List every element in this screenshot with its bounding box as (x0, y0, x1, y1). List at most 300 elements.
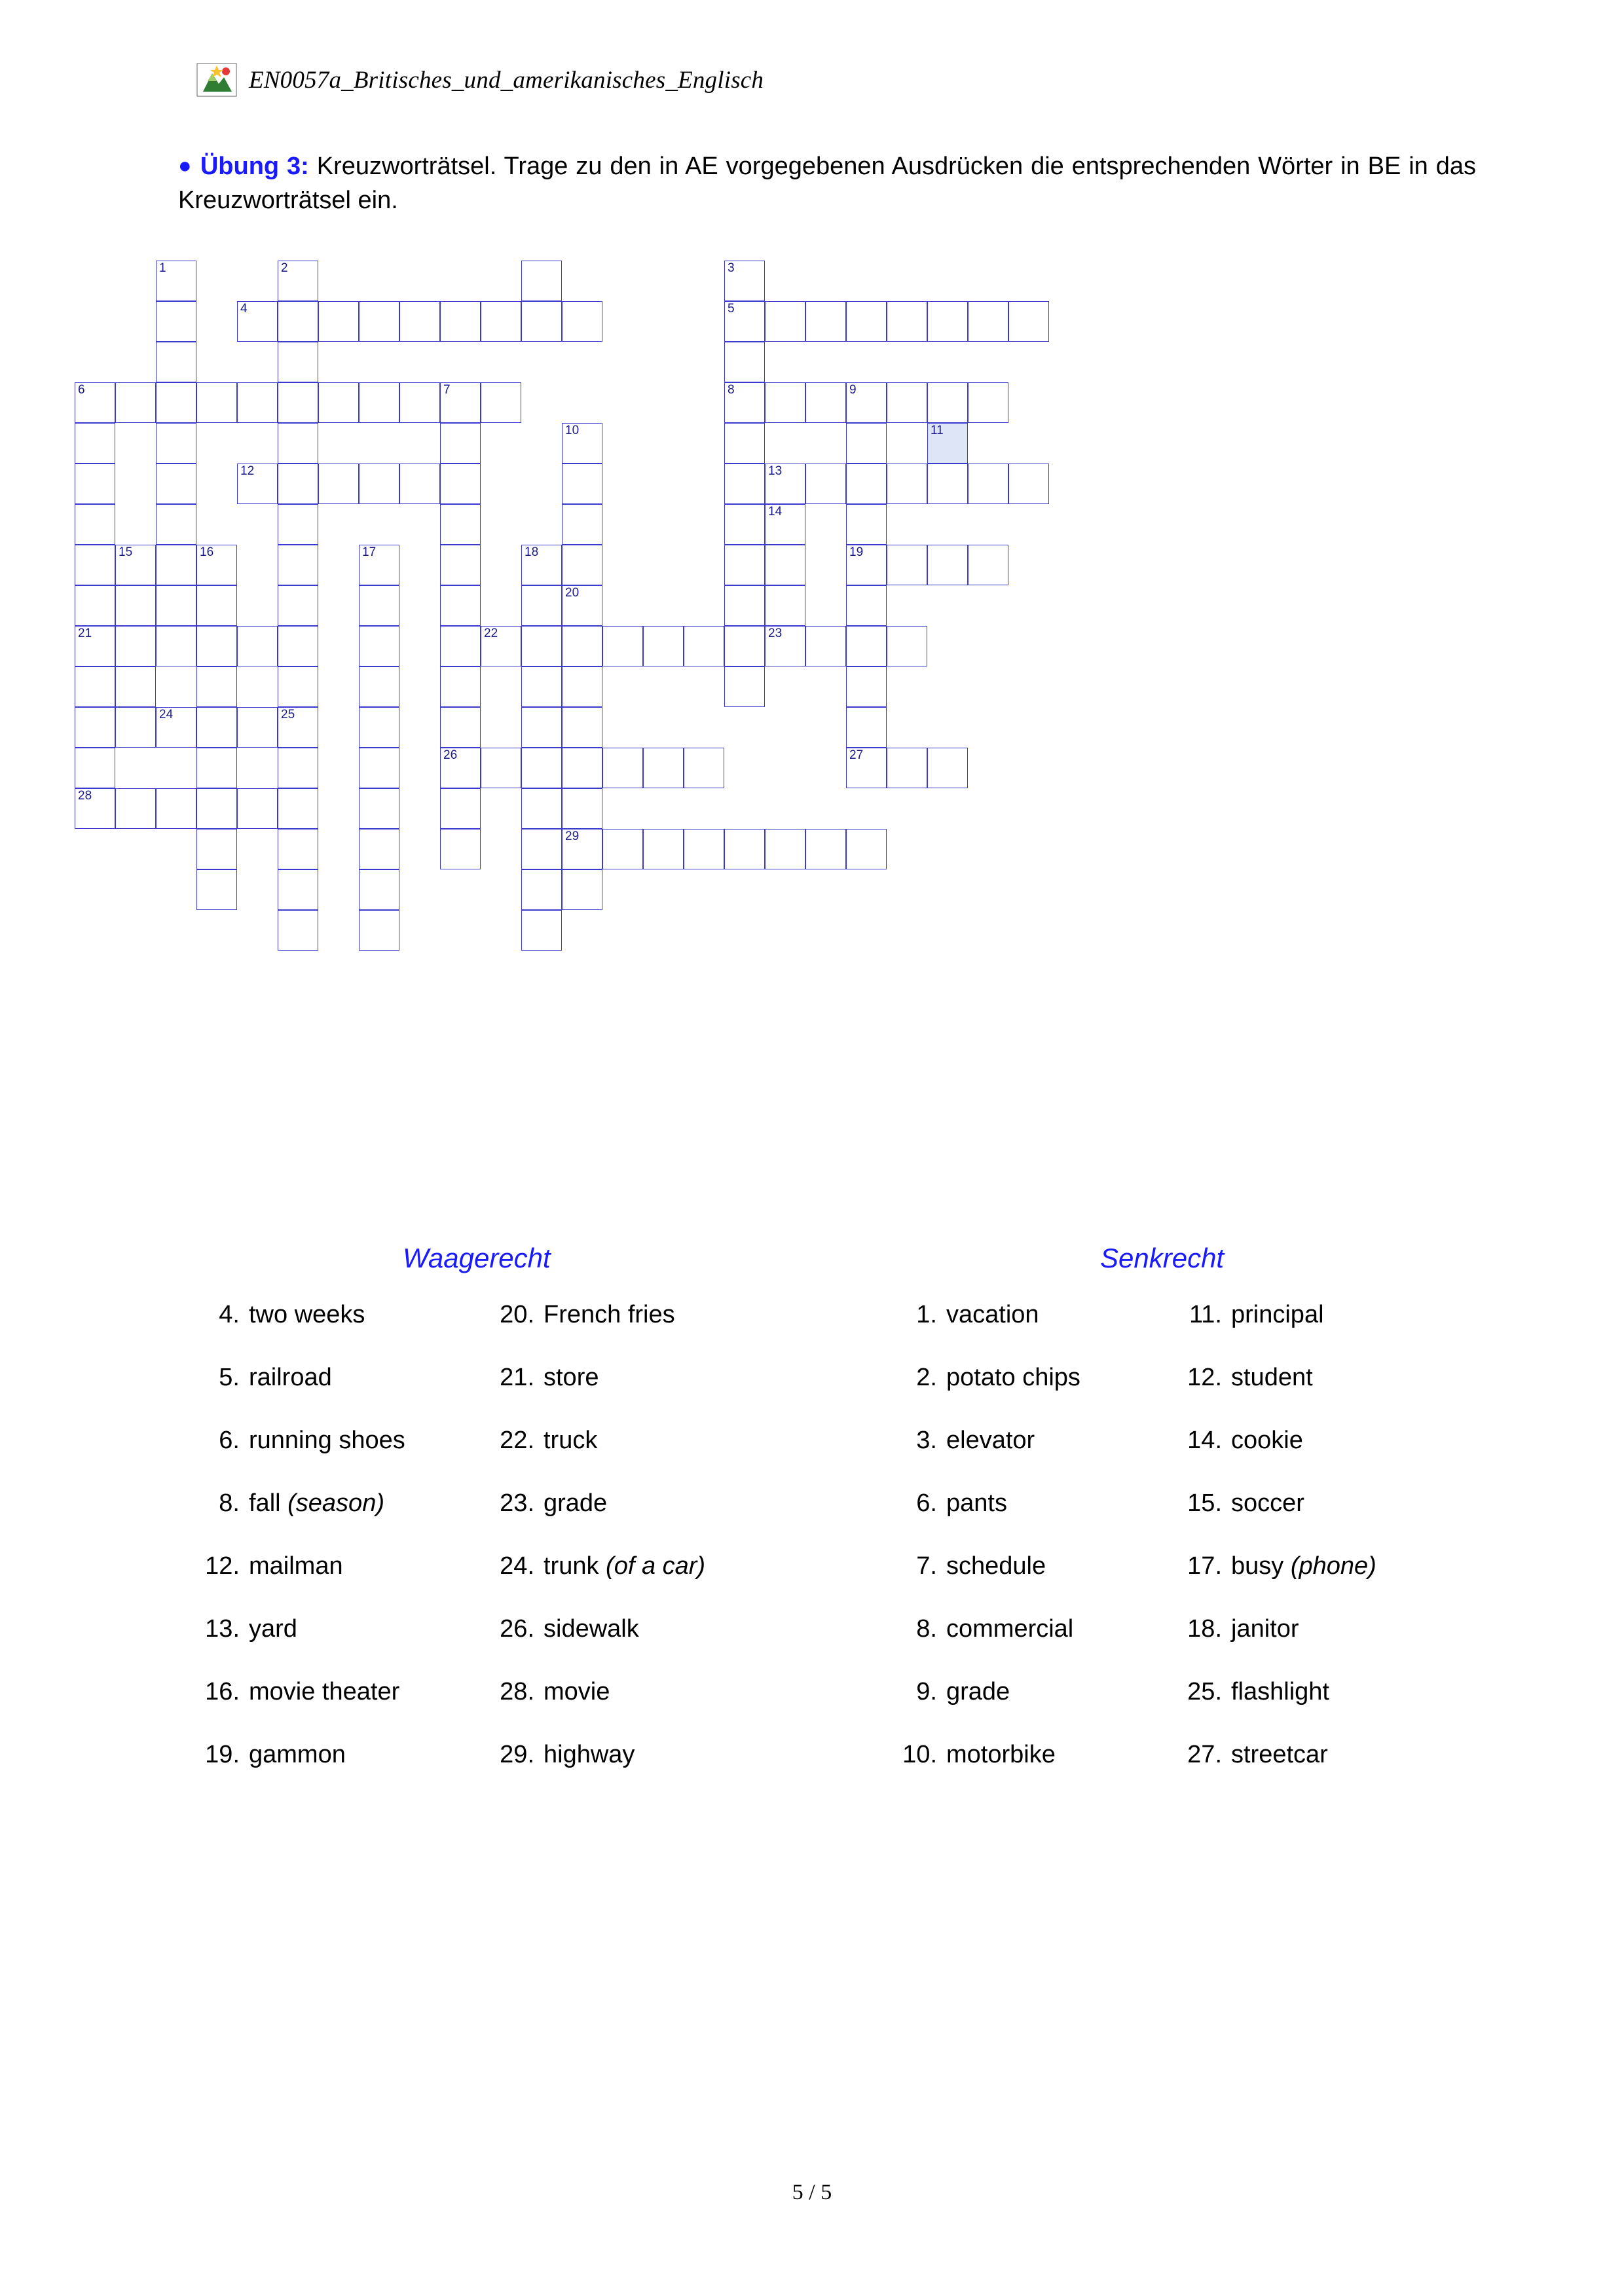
crossword-cell[interactable] (359, 788, 399, 829)
crossword-cell[interactable] (278, 342, 318, 382)
crossword-cell[interactable] (846, 504, 887, 545)
crossword-cell[interactable] (684, 748, 724, 788)
clue-number: 29. (500, 1741, 534, 1768)
crossword-cell-number: 18 (525, 545, 539, 559)
crossword-cell[interactable] (237, 301, 278, 342)
clue-number: 24. (500, 1552, 534, 1580)
crossword-cell[interactable] (927, 423, 968, 464)
crossword-cell[interactable] (643, 829, 684, 869)
crossword-cell[interactable] (278, 626, 318, 666)
crossword-cell[interactable] (602, 829, 643, 869)
crossword-cell[interactable] (765, 585, 805, 626)
crossword-cell[interactable] (440, 748, 481, 788)
crossword-cell[interactable] (521, 788, 562, 829)
crossword-cell[interactable] (562, 626, 602, 666)
clue-item (485, 1472, 705, 1535)
crossword-cell[interactable] (156, 342, 196, 382)
crossword-cell[interactable] (521, 829, 562, 869)
crossword-cell[interactable] (805, 626, 846, 666)
crossword-cell-number: 19 (849, 545, 864, 559)
clue-number: 12. (205, 1552, 240, 1580)
crossword-cell[interactable] (196, 707, 237, 748)
crossword-cell[interactable] (765, 545, 805, 585)
crossword-cell[interactable] (562, 666, 602, 707)
crossword-cell[interactable] (562, 504, 602, 545)
crossword-cell-number: 26 (443, 748, 458, 762)
clue-item (485, 1409, 705, 1472)
crossword-cell[interactable] (846, 545, 887, 585)
crossword-cell[interactable] (846, 829, 887, 869)
clue-text: potato chips (946, 1364, 1080, 1391)
clue-item (190, 1472, 405, 1535)
crossword-cell[interactable] (359, 829, 399, 869)
clue-number: 17. (1187, 1552, 1222, 1580)
crossword-cell[interactable] (237, 626, 278, 666)
crossword-cell[interactable] (440, 788, 481, 829)
crossword-cell[interactable] (805, 301, 846, 342)
crossword-cell[interactable] (724, 301, 765, 342)
crossword-cell[interactable] (115, 707, 156, 748)
clues-down-column-1 (887, 1283, 1080, 1786)
clue-text: sidewalk (544, 1615, 639, 1643)
crossword-cell[interactable] (278, 382, 318, 423)
crossword-cell[interactable] (724, 666, 765, 707)
crossword-cell-number: 13 (768, 464, 783, 478)
crossword-cell[interactable] (724, 829, 765, 869)
clue-item (485, 1723, 705, 1786)
crossword-cell[interactable] (846, 382, 887, 423)
clue-number: 4. (219, 1301, 240, 1328)
crossword-cell[interactable] (278, 423, 318, 464)
crossword-cell[interactable] (521, 910, 562, 951)
clue-item (1172, 1723, 1376, 1786)
crossword-cell[interactable] (399, 464, 440, 504)
crossword-cell[interactable] (156, 545, 196, 585)
crossword-cell[interactable] (724, 504, 765, 545)
crossword-cell[interactable] (278, 261, 318, 301)
crossword-cell[interactable] (805, 382, 846, 423)
crossword-cell[interactable] (115, 382, 156, 423)
crossword-cell[interactable] (562, 423, 602, 464)
crossword-cell[interactable] (196, 545, 237, 585)
clue-number: 5. (219, 1364, 240, 1391)
crossword-cell[interactable] (278, 748, 318, 788)
crossword-cell[interactable] (359, 626, 399, 666)
clue-item (1172, 1660, 1376, 1723)
crossword-cell[interactable] (440, 464, 481, 504)
clue-item (1172, 1409, 1376, 1472)
crossword-cell[interactable] (237, 464, 278, 504)
clue-number: 15. (1187, 1489, 1222, 1517)
crossword-cell-number: 1 (159, 261, 166, 275)
crossword-cell[interactable] (846, 666, 887, 707)
crossword-cell[interactable] (115, 666, 156, 707)
crossword-cell[interactable] (846, 423, 887, 464)
crossword-cell[interactable] (278, 869, 318, 910)
crossword-cell[interactable] (359, 301, 399, 342)
page-number: 5 / 5 (792, 2180, 832, 2204)
clue-text: busy (phone) (1231, 1552, 1376, 1580)
crossword-cell[interactable] (602, 748, 643, 788)
clue-text: vacation (946, 1301, 1039, 1328)
crossword-cell[interactable] (724, 545, 765, 585)
crossword-cell[interactable] (481, 626, 521, 666)
crossword-cell[interactable] (359, 707, 399, 748)
crossword-cell-number: 28 (78, 789, 92, 803)
crossword-cell[interactable] (887, 545, 927, 585)
crossword-cell[interactable] (115, 585, 156, 626)
crossword-cell[interactable] (562, 707, 602, 748)
clue-text: motorbike (946, 1741, 1056, 1768)
crossword-cell[interactable] (1008, 464, 1049, 504)
clue-text: truck (544, 1427, 598, 1454)
clue-text: janitor (1231, 1615, 1299, 1643)
crossword-cell[interactable] (602, 626, 643, 666)
crossword-cell-number: 12 (240, 464, 255, 478)
crossword-cell[interactable] (846, 626, 887, 666)
crossword-cell[interactable] (359, 869, 399, 910)
clue-text: grade (544, 1489, 608, 1517)
crossword-cell[interactable] (562, 464, 602, 504)
crossword-cell[interactable] (521, 626, 562, 666)
crossword-cell-number: 27 (849, 748, 864, 762)
crossword-cell[interactable] (562, 748, 602, 788)
crossword-cell[interactable] (359, 464, 399, 504)
crossword-cell[interactable] (846, 301, 887, 342)
crossword-cell[interactable] (562, 585, 602, 626)
crossword-cell-number: 21 (78, 627, 92, 640)
clue-item (190, 1723, 405, 1786)
crossword-cell[interactable] (75, 382, 115, 423)
crossword-cell[interactable] (156, 585, 196, 626)
crossword-cell-number: 15 (119, 545, 133, 559)
crossword-cell[interactable] (237, 707, 278, 748)
crossword-cell[interactable] (440, 666, 481, 707)
crossword-cell[interactable] (156, 788, 196, 829)
crossword-cell[interactable] (115, 788, 156, 829)
crossword-cell[interactable] (521, 666, 562, 707)
crossword-cell[interactable] (156, 423, 196, 464)
crossword-cell[interactable] (278, 504, 318, 545)
crossword-cell[interactable] (156, 504, 196, 545)
clue-item (887, 1535, 1080, 1597)
clue-number: 20. (500, 1301, 534, 1328)
crossword-cell[interactable] (440, 301, 481, 342)
crossword-cell[interactable] (562, 301, 602, 342)
crossword-cell[interactable] (562, 545, 602, 585)
crossword-cell[interactable] (440, 423, 481, 464)
crossword-cell[interactable] (927, 748, 968, 788)
crossword-cell[interactable] (75, 666, 115, 707)
crossword-cell[interactable] (968, 545, 1008, 585)
crossword-cell[interactable] (75, 464, 115, 504)
crossword-cell[interactable] (643, 748, 684, 788)
crossword-cell[interactable] (562, 788, 602, 829)
clue-text: highway (544, 1741, 635, 1768)
crossword-cell[interactable] (196, 748, 237, 788)
crossword-cell[interactable] (521, 869, 562, 910)
clue-number: 7. (916, 1552, 937, 1580)
crossword-cell[interactable] (846, 464, 887, 504)
crossword-cell[interactable] (684, 829, 724, 869)
crossword-cell[interactable] (440, 504, 481, 545)
crossword-cell-number: 14 (768, 505, 783, 519)
crossword-cell-number: 17 (362, 545, 377, 559)
crossword-cell[interactable] (887, 464, 927, 504)
crossword-cell[interactable] (440, 829, 481, 869)
crossword-cell[interactable] (481, 382, 521, 423)
clue-text: pants (946, 1489, 1007, 1517)
crossword-cell[interactable] (643, 626, 684, 666)
crossword-cell[interactable] (562, 829, 602, 869)
clue-text: elevator (946, 1427, 1035, 1454)
crossword-cell-number: 3 (728, 261, 735, 275)
crossword-cell[interactable] (440, 626, 481, 666)
crossword-cell[interactable] (359, 666, 399, 707)
crossword-cell[interactable] (278, 585, 318, 626)
crossword-cell[interactable] (156, 261, 196, 301)
crossword-cell[interactable] (237, 788, 278, 829)
clue-text: trunk (of a car) (544, 1552, 706, 1580)
crossword-cell[interactable] (440, 707, 481, 748)
clue-text: flashlight (1231, 1678, 1329, 1705)
crossword-cell[interactable] (562, 869, 602, 910)
crossword-cell[interactable] (278, 788, 318, 829)
crossword-cell[interactable] (440, 585, 481, 626)
crossword-cell[interactable] (196, 585, 237, 626)
clue-number: 8. (219, 1489, 240, 1517)
crossword-cell[interactable] (765, 464, 805, 504)
clue-number: 26. (500, 1615, 534, 1643)
crossword-cell[interactable] (846, 748, 887, 788)
crossword-cell[interactable] (237, 382, 278, 423)
crossword-cell[interactable] (927, 382, 968, 423)
clue-number: 27. (1187, 1741, 1222, 1768)
crossword-cell[interactable] (359, 382, 399, 423)
crossword-cell[interactable] (887, 626, 927, 666)
crossword-cell[interactable] (887, 748, 927, 788)
crossword-cell[interactable] (724, 626, 765, 666)
crossword-cell[interactable] (724, 464, 765, 504)
crossword-cell[interactable] (765, 504, 805, 545)
crossword-cell[interactable] (399, 382, 440, 423)
crossword-cell[interactable] (887, 301, 927, 342)
clues-down-heading: Senkrecht (1100, 1243, 1225, 1273)
crossword-cell[interactable] (359, 585, 399, 626)
crossword-cell[interactable] (927, 545, 968, 585)
clue-item (1172, 1597, 1376, 1660)
clue-number: 21. (500, 1364, 534, 1391)
crossword-cell[interactable] (765, 382, 805, 423)
clue-text: French fries (544, 1301, 675, 1328)
bullet-icon: ● (178, 153, 193, 178)
crossword-cell[interactable] (521, 585, 562, 626)
clue-item (887, 1723, 1080, 1786)
clue-number: 11. (1189, 1301, 1222, 1328)
crossword-cell[interactable] (156, 301, 196, 342)
clue-text: commercial (946, 1615, 1074, 1643)
clue-item (485, 1660, 705, 1723)
crossword-cell[interactable] (927, 301, 968, 342)
crossword-cell[interactable] (318, 464, 359, 504)
clue-text: movie theater (249, 1678, 400, 1705)
crossword-cell-number: 23 (768, 627, 783, 640)
crossword-cell[interactable] (278, 666, 318, 707)
crossword-cell[interactable] (724, 382, 765, 423)
crossword-cell[interactable] (115, 545, 156, 585)
clue-number: 14. (1187, 1427, 1222, 1454)
clue-text: mailman (249, 1552, 343, 1580)
crossword-cell[interactable] (156, 707, 196, 748)
crossword-cell-number: 10 (565, 424, 580, 437)
crossword-cell[interactable] (968, 382, 1008, 423)
clue-number: 8. (916, 1615, 937, 1643)
clue-number: 6. (219, 1427, 240, 1454)
crossword-cell-number: 5 (728, 302, 735, 316)
clue-text: grade (946, 1678, 1010, 1705)
crossword-cell-number: 4 (240, 302, 248, 316)
crossword-cell-number: 6 (78, 383, 85, 397)
clue-number: 23. (500, 1489, 534, 1517)
crossword-cell[interactable] (318, 382, 359, 423)
crossword-cell[interactable] (278, 707, 318, 748)
crossword-cell[interactable] (521, 707, 562, 748)
clue-item (485, 1597, 705, 1660)
header-title: EN0057a_Britisches_und_amerikanisches_Englisch (249, 66, 764, 94)
clue-item (190, 1283, 405, 1346)
crossword-cell[interactable] (359, 748, 399, 788)
clue-number: 2. (916, 1364, 937, 1391)
clues-across-column-2 (485, 1283, 705, 1786)
clue-item (887, 1472, 1080, 1535)
crossword-cell[interactable] (196, 382, 237, 423)
crossword-cell[interactable] (521, 261, 562, 301)
crossword-cell[interactable] (846, 585, 887, 626)
crossword-cell[interactable] (278, 910, 318, 951)
clue-text: fall (season) (249, 1489, 384, 1517)
crossword-cell[interactable] (765, 626, 805, 666)
clue-number: 9. (916, 1678, 937, 1705)
exercise-label: Übung 3: (200, 153, 309, 180)
crossword-cell[interactable] (521, 301, 562, 342)
crossword-cell[interactable] (724, 423, 765, 464)
crossword-cell[interactable] (196, 626, 237, 666)
clues-across-column-1 (190, 1283, 405, 1786)
crossword-cell-number: 29 (565, 829, 580, 843)
crossword-cell[interactable] (196, 788, 237, 829)
crossword-cell[interactable] (846, 707, 887, 748)
crossword-cell[interactable] (75, 545, 115, 585)
clue-number: 16. (205, 1678, 240, 1705)
crossword-cell[interactable] (1008, 301, 1049, 342)
crossword-cell[interactable] (318, 301, 359, 342)
clue-item (1172, 1535, 1376, 1597)
clue-number: 22. (500, 1427, 534, 1454)
clue-number: 10. (902, 1741, 937, 1768)
crossword-cell[interactable] (75, 504, 115, 545)
crossword-cell[interactable] (75, 788, 115, 829)
crossword-cell[interactable] (75, 626, 115, 666)
crossword-cell[interactable] (481, 748, 521, 788)
crossword-cell[interactable] (278, 545, 318, 585)
clue-number: 3. (916, 1427, 937, 1454)
crossword-cell[interactable] (278, 301, 318, 342)
crossword-cell[interactable] (196, 666, 237, 707)
crossword-cell[interactable] (156, 464, 196, 504)
clue-item (485, 1535, 705, 1597)
crossword-cell[interactable] (765, 829, 805, 869)
crossword-cell[interactable] (684, 626, 724, 666)
clue-text: store (544, 1364, 599, 1391)
crossword-cell[interactable] (115, 626, 156, 666)
crossword-cell[interactable] (196, 829, 237, 869)
crossword-cell[interactable] (805, 829, 846, 869)
clue-item (190, 1409, 405, 1472)
clue-text: running shoes (249, 1427, 405, 1454)
crossword-cell[interactable] (75, 748, 115, 788)
crossword-cell[interactable] (399, 301, 440, 342)
clue-number: 19. (205, 1741, 240, 1768)
crossword-cell[interactable] (278, 829, 318, 869)
clue-text: railroad (249, 1364, 332, 1391)
crossword-cell[interactable] (156, 382, 196, 423)
crossword-cell[interactable] (968, 301, 1008, 342)
crossword-cell[interactable] (440, 545, 481, 585)
crossword-cell[interactable] (196, 869, 237, 910)
crossword-cell[interactable] (359, 910, 399, 951)
clues-down-column-2 (1172, 1283, 1376, 1786)
crossword-cell[interactable] (278, 464, 318, 504)
crossword-cell[interactable] (805, 464, 846, 504)
crossword-cell[interactable] (75, 707, 115, 748)
crossword-cell[interactable] (359, 545, 399, 585)
crossword-cell[interactable] (724, 342, 765, 382)
crossword-cell[interactable] (75, 423, 115, 464)
crossword-cell[interactable] (521, 748, 562, 788)
clue-item (485, 1283, 705, 1346)
crossword-cell[interactable] (156, 626, 196, 666)
crossword-cell-number: 25 (281, 708, 295, 721)
crossword-cell[interactable] (521, 545, 562, 585)
crossword-cell[interactable] (724, 261, 765, 301)
clue-item (190, 1597, 405, 1660)
clue-item (1172, 1472, 1376, 1535)
clue-item (887, 1409, 1080, 1472)
clue-text: gammon (249, 1741, 346, 1768)
crossword-cell-number: 2 (281, 261, 288, 275)
crossword-cell-number: 16 (200, 545, 214, 559)
crossword-cell[interactable] (75, 585, 115, 626)
crossword-cell[interactable] (887, 382, 927, 423)
clue-text: movie (544, 1678, 610, 1705)
clue-item (887, 1346, 1080, 1409)
clue-number: 6. (916, 1489, 937, 1517)
crossword-cell[interactable] (765, 301, 805, 342)
clue-number: 18. (1187, 1615, 1222, 1643)
clue-text: principal (1231, 1301, 1324, 1328)
clue-item (887, 1283, 1080, 1346)
crossword-cell-number: 11 (931, 424, 944, 437)
crossword-cell[interactable] (440, 382, 481, 423)
clue-text: schedule (946, 1552, 1046, 1580)
clue-item (485, 1346, 705, 1409)
crossword-cell[interactable] (968, 464, 1008, 504)
clue-item (887, 1597, 1080, 1660)
crossword-cell[interactable] (724, 585, 765, 626)
crossword-cell-number: 9 (849, 383, 857, 397)
crossword-cell[interactable] (927, 464, 968, 504)
crossword-cell[interactable] (481, 301, 521, 342)
